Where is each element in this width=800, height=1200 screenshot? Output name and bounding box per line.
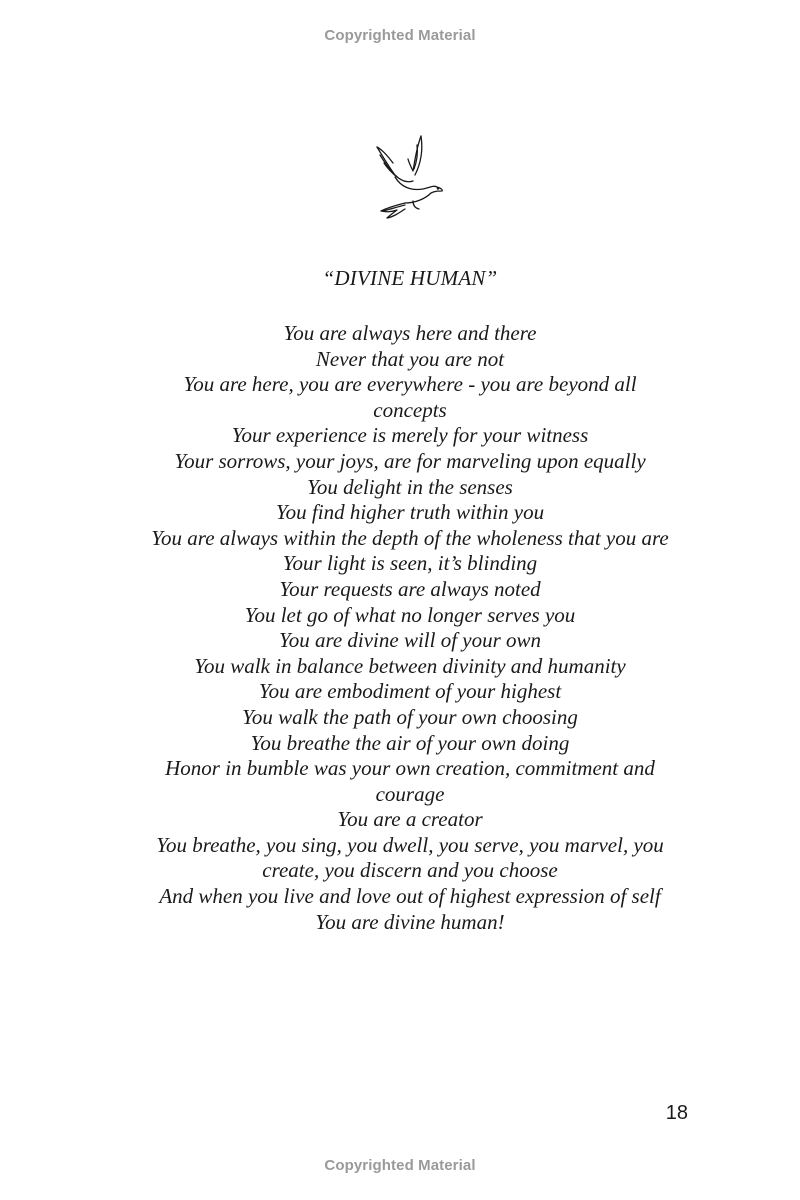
poem-line: You walk the path of your own choosing [242, 704, 578, 729]
poem-line: You are here, you are everywhere - you are beyond all [183, 372, 637, 397]
poem-line: You let go of what no longer serves you [244, 602, 576, 627]
poem-line: Your sorrows, your joys, are for marveling upon equally [174, 448, 646, 473]
poem-line: Your requests are always noted [279, 576, 541, 601]
poem-line: Never that you are not [315, 346, 505, 371]
page-number: 18 [665, 1102, 688, 1124]
poem-line: You delight in the senses [307, 474, 513, 499]
poem-title: “DIVINE HUMAN” [322, 266, 498, 290]
poem-line: And when you live and love out of highest expression of self [159, 884, 661, 909]
poem-line: You are a creator [337, 807, 483, 832]
poem-line: Your light is seen, it’s blinding [282, 551, 538, 576]
poem-body [130, 321, 690, 935]
copyright-watermark-top: Copyrighted Material [324, 27, 476, 44]
poem-line: You are divine will of your own [278, 628, 542, 653]
copyright-watermark-bottom: Copyrighted Material [324, 1157, 476, 1174]
poem-line: You breathe the air of your own doing [250, 730, 570, 755]
poem-line: create, you discern and you choose [262, 858, 558, 883]
poem-line: courage [375, 781, 445, 806]
poem-line: You are always within the depth of the wholeness that you are [151, 525, 669, 550]
dove-icon [371, 133, 447, 219]
poem-line: You find higher truth within you [275, 500, 545, 525]
poem-line: You are embodiment of your highest [258, 679, 562, 704]
poem-line: You are always here and there [283, 321, 537, 345]
poem-line: Your experience is merely for your witness [231, 423, 589, 448]
poem-line: You walk in balance between divinity and humanity [194, 653, 626, 678]
poem-line: You are divine human! [315, 909, 505, 934]
poem-line: concepts [373, 397, 447, 422]
poem-line: You breathe, you sing, you dwell, you serve, you marvel, you [156, 832, 664, 857]
poem-line: Honor in bumble was your own creation, commitment and [165, 756, 655, 781]
